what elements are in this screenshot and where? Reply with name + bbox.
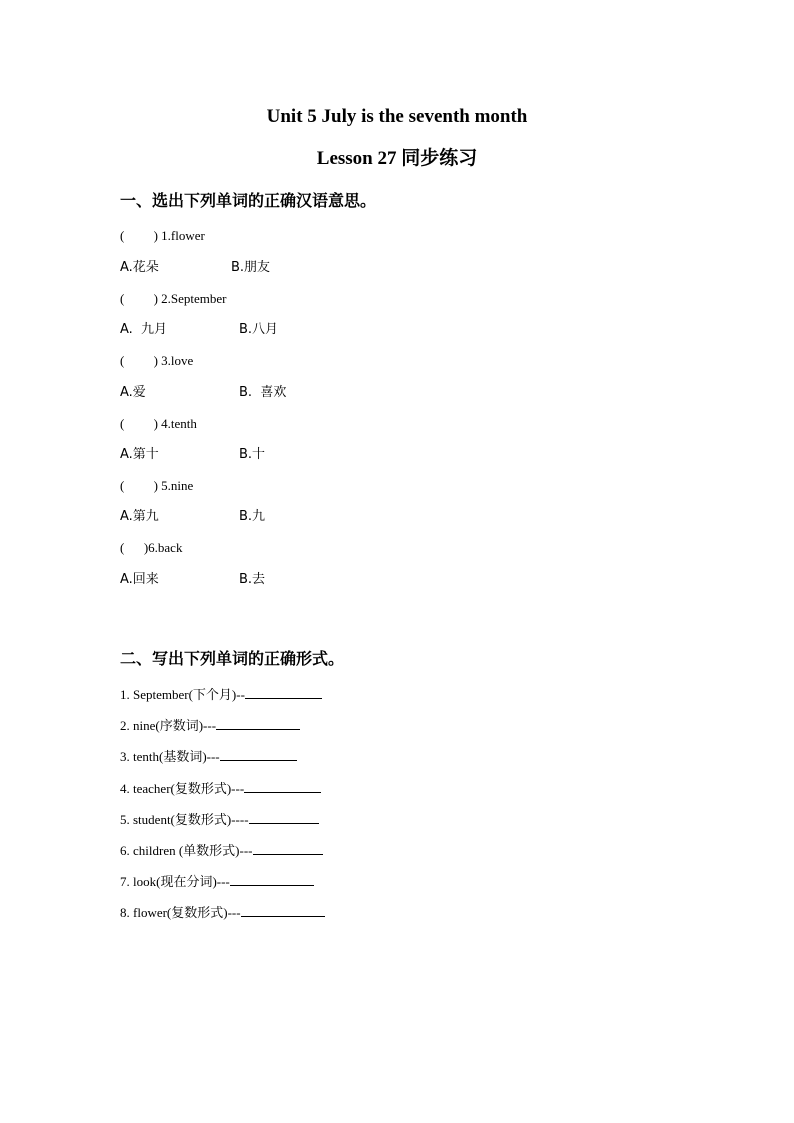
fill-item-7-text: 7. look(现在分词)--- [120,874,230,889]
answer-blank-8[interactable] [241,903,325,917]
question-3-stem: ( ) 3.love [120,353,194,368]
fill-item-4-text: 4. teacher(复数形式)--- [120,781,245,796]
question-1-option-b: B.朋友 [231,260,271,275]
answer-blank-5[interactable] [249,810,319,824]
question-5-option-a: A.第九 [120,509,159,524]
fill-item-7 [120,872,314,891]
fill-item-1-text: 1. September(下个月)-- [120,687,245,702]
fill-item-1 [120,685,322,704]
section-2-heading: 二、写出下列单词的正确形式。 [120,649,345,668]
question-2-stem: ( ) 2.September [120,291,227,306]
question-6-option-a: A.回来 [120,572,159,587]
question-5-stem: ( ) 5.nine [120,478,194,493]
answer-blank-2[interactable] [216,716,300,730]
question-1-stem: ( ) 1.flower [120,228,205,243]
page-subtitle: Lesson 27 同步练习 [316,148,478,169]
question-1-option-a: A.花朵 [120,260,159,275]
answer-blank-3[interactable] [220,747,297,761]
question-2-option-b: B.八月 [239,322,279,337]
answer-blank-4[interactable] [244,779,321,793]
answer-blank-6[interactable] [253,841,323,855]
fill-item-5 [120,810,319,829]
question-4-option-a: A.第十 [120,447,159,462]
fill-item-6 [120,841,323,860]
fill-item-6-text: 6. children (单数形式)--- [120,843,253,858]
answer-blank-7[interactable] [230,872,314,886]
question-6-stem: ( )6.back [120,540,183,555]
question-4-stem: ( ) 4.tenth [120,416,197,431]
question-3-option-b: B. 喜欢 [239,385,287,400]
fill-item-5-text: 5. student(复数形式)---- [120,812,249,827]
answer-blank-1[interactable] [245,685,322,699]
question-3-option-a: A.爱 [120,385,146,400]
fill-item-3-text: 3. tenth(基数词)--- [120,749,220,764]
fill-item-8-text: 8. flower(复数形式)--- [120,905,241,920]
section-1-heading: 一、选出下列单词的正确汉语意思。 [120,191,377,210]
question-4-option-b: B.十 [239,447,266,462]
fill-item-4 [120,779,321,798]
question-2-option-a: A. 九月 [120,322,168,337]
question-5-option-b: B.九 [239,509,266,524]
fill-item-2 [120,716,300,735]
fill-item-8 [120,903,325,922]
fill-item-2-text: 2. nine(序数词)--- [120,718,217,733]
question-6-option-b: B.去 [239,572,266,587]
fill-item-3 [120,747,297,766]
page-title: Unit 5 July is the seventh month [266,106,528,127]
